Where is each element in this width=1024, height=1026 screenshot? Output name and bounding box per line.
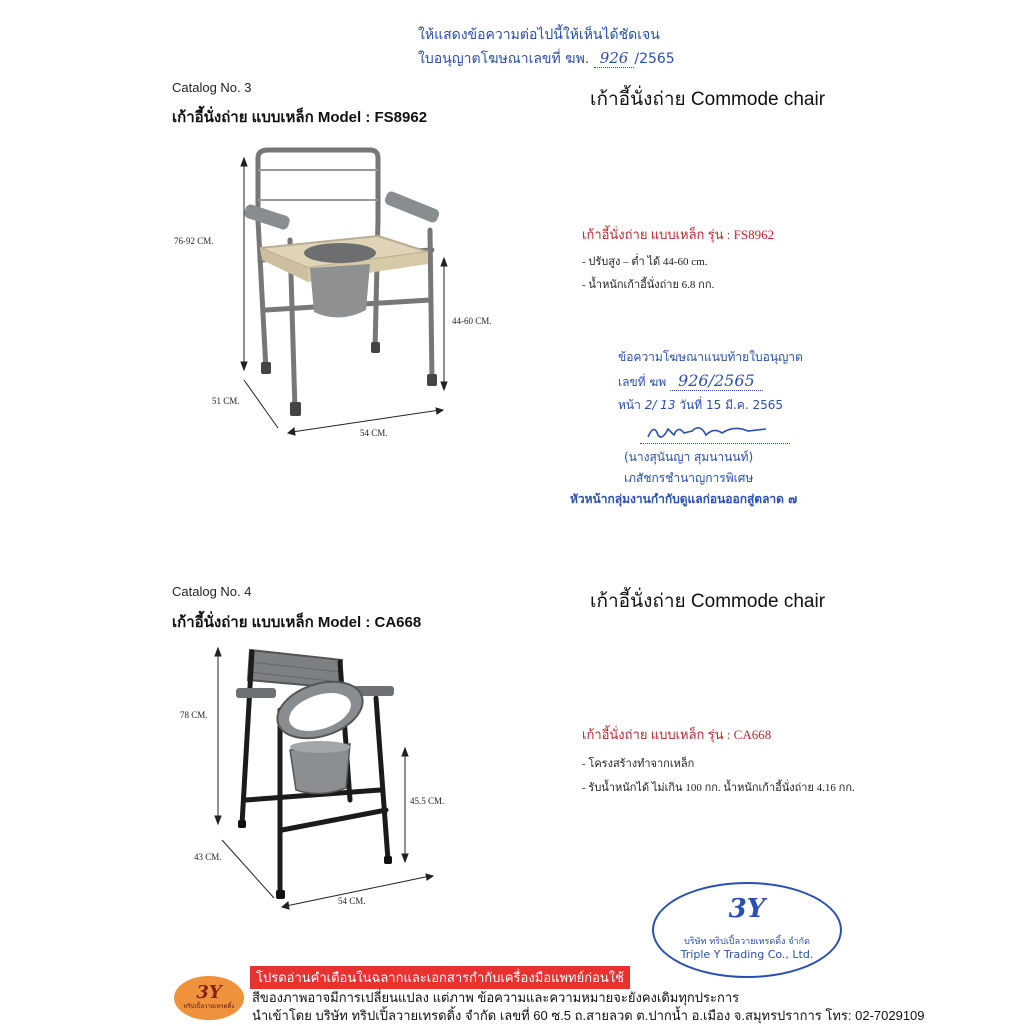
ca668-dim-width: 54 CM.	[338, 896, 366, 906]
approval-line3	[618, 396, 830, 415]
commode-chair-fs8962-image	[200, 140, 510, 440]
permit-notice-suffix: /2565	[634, 51, 675, 67]
approval-page-total: / 13	[652, 398, 676, 412]
product1-bullet-2: - น้ำหนักเก้าอี้นั่งถ่าย 6.8 กก.	[582, 279, 715, 291]
company-stamp-logo: 3Y	[728, 894, 766, 924]
footer-importer-info: นำเข้าโดย บริษัท ทริปเปิ้ลวายเทรดดิ้ง จำกัด เลขที่ 60 ซ.5 ถ.สายลวด ต.ปากน้ำ อ.เมือง จ.สมุทรปราการ โทร: 02-7029109	[252, 1008, 925, 1023]
product1-bullet-1: - ปรับสูง – ต่ำ ได้ 44-60 cm.	[582, 256, 708, 268]
approval-date-label: วันที่	[679, 398, 703, 412]
approval-page-value: 2	[644, 398, 653, 412]
product2-bullet-1: - โครงสร้างทำจากเหล็ก	[582, 758, 695, 770]
approval-officer-position: เภสัชกรชำนาญการพิเศษ	[624, 471, 754, 485]
footer-warning-banner: โปรดอ่านคำเตือนในฉลากและเอกสารกำกับเครื่องมือแพทย์ก่อนใช้	[250, 966, 630, 989]
catalog-number-4: Catalog No. 4	[172, 584, 252, 599]
fs8962-dim-seat-height: 44-60 CM.	[452, 316, 492, 326]
permit-notice-line2	[418, 48, 678, 70]
company-stamp-name-th: บริษัท ทริปเปิ้ลวายเทรดดิ้ง จำกัด	[684, 937, 810, 947]
approval-department: หัวหน้ากลุ่มงานกำกับดูแลก่อนออกสู่ตลาด ๗	[570, 492, 798, 506]
footer-logo-caption: ทริปเปิ้ลวายเทรดดิ้ง	[183, 1004, 235, 1010]
approval-page-label: หน้า	[618, 398, 641, 412]
approval-number-value: 926/2565	[670, 371, 763, 391]
fs8962-dim-width: 54 CM.	[360, 428, 388, 438]
product2-red-title: เก้าอี้นั่งถ่าย แบบเหล็ก รุ่น : CA668	[582, 727, 772, 742]
approval-officer-name: (นางสุนันญา สุมนานนท์)	[624, 450, 754, 464]
permit-notice-line1: ให้แสดงข้อความต่อไปนี้ให้เห็นได้ชัดเจน	[418, 27, 660, 43]
catalog-number-3: Catalog No. 3	[172, 80, 252, 95]
product1-right-title: เก้าอี้นั่งถ่าย Commode chair	[590, 89, 826, 110]
ca668-dim-depth: 43 CM.	[194, 852, 222, 862]
signature-scribble-icon	[644, 421, 774, 443]
footer-disclaimer: สีของภาพอาจมีการเปลี่ยนแปลง แต่ภาพ ข้อความและความหมายจะยังคงเดิมทุกประการ	[252, 990, 740, 1005]
permit-number-handwritten: 926	[594, 49, 635, 68]
approval-line2	[618, 371, 830, 392]
fs8962-dim-depth: 51 CM.	[212, 396, 240, 406]
commode-chair-ca668-image	[200, 640, 470, 920]
product2-model-title: เก้าอี้นั่งถ่าย แบบเหล็ก Model : CA668	[172, 614, 422, 631]
product2-right-title: เก้าอี้นั่งถ่าย Commode chair	[590, 591, 826, 612]
company-stamp-name-en: Triple Y Trading Co., Ltd.	[680, 948, 814, 961]
ca668-dim-seat-height: 45.5 CM.	[410, 796, 445, 806]
footer-logo-mark: 3Y	[196, 982, 222, 1003]
permit-notice-prefix: ใบอนุญาตโฆษณาเลขที่ ฆพ.	[418, 51, 594, 67]
fs8962-dim-height: 76-92 CM.	[174, 236, 214, 246]
product1-red-title: เก้าอี้นั่งถ่าย แบบเหล็ก รุ่น : FS8962	[582, 227, 775, 242]
approval-signature	[640, 421, 790, 444]
approval-number-label: เลขที่ ฆพ	[618, 375, 667, 389]
company-stamp	[652, 882, 842, 978]
product1-model-title: เก้าอี้นั่งถ่าย แบบเหล็ก Model : FS8962	[172, 109, 428, 126]
ca668-dim-height: 78 CM.	[180, 710, 208, 720]
footer-logo	[174, 976, 244, 1020]
approval-line1: ข้อความโฆษณาแนบท้ายใบอนุญาต	[618, 350, 803, 364]
product2-bullet-2: - รับน้ำหนักได้ ไม่เกิน 100 กก. น้ำหนักเก้าอี้นั่งถ่าย 4.16 กก.	[582, 782, 855, 794]
approval-date-value: 15 มี.ค. 2565	[705, 398, 783, 412]
permit-notice-stamp	[418, 24, 678, 70]
approval-stamp	[570, 348, 830, 509]
